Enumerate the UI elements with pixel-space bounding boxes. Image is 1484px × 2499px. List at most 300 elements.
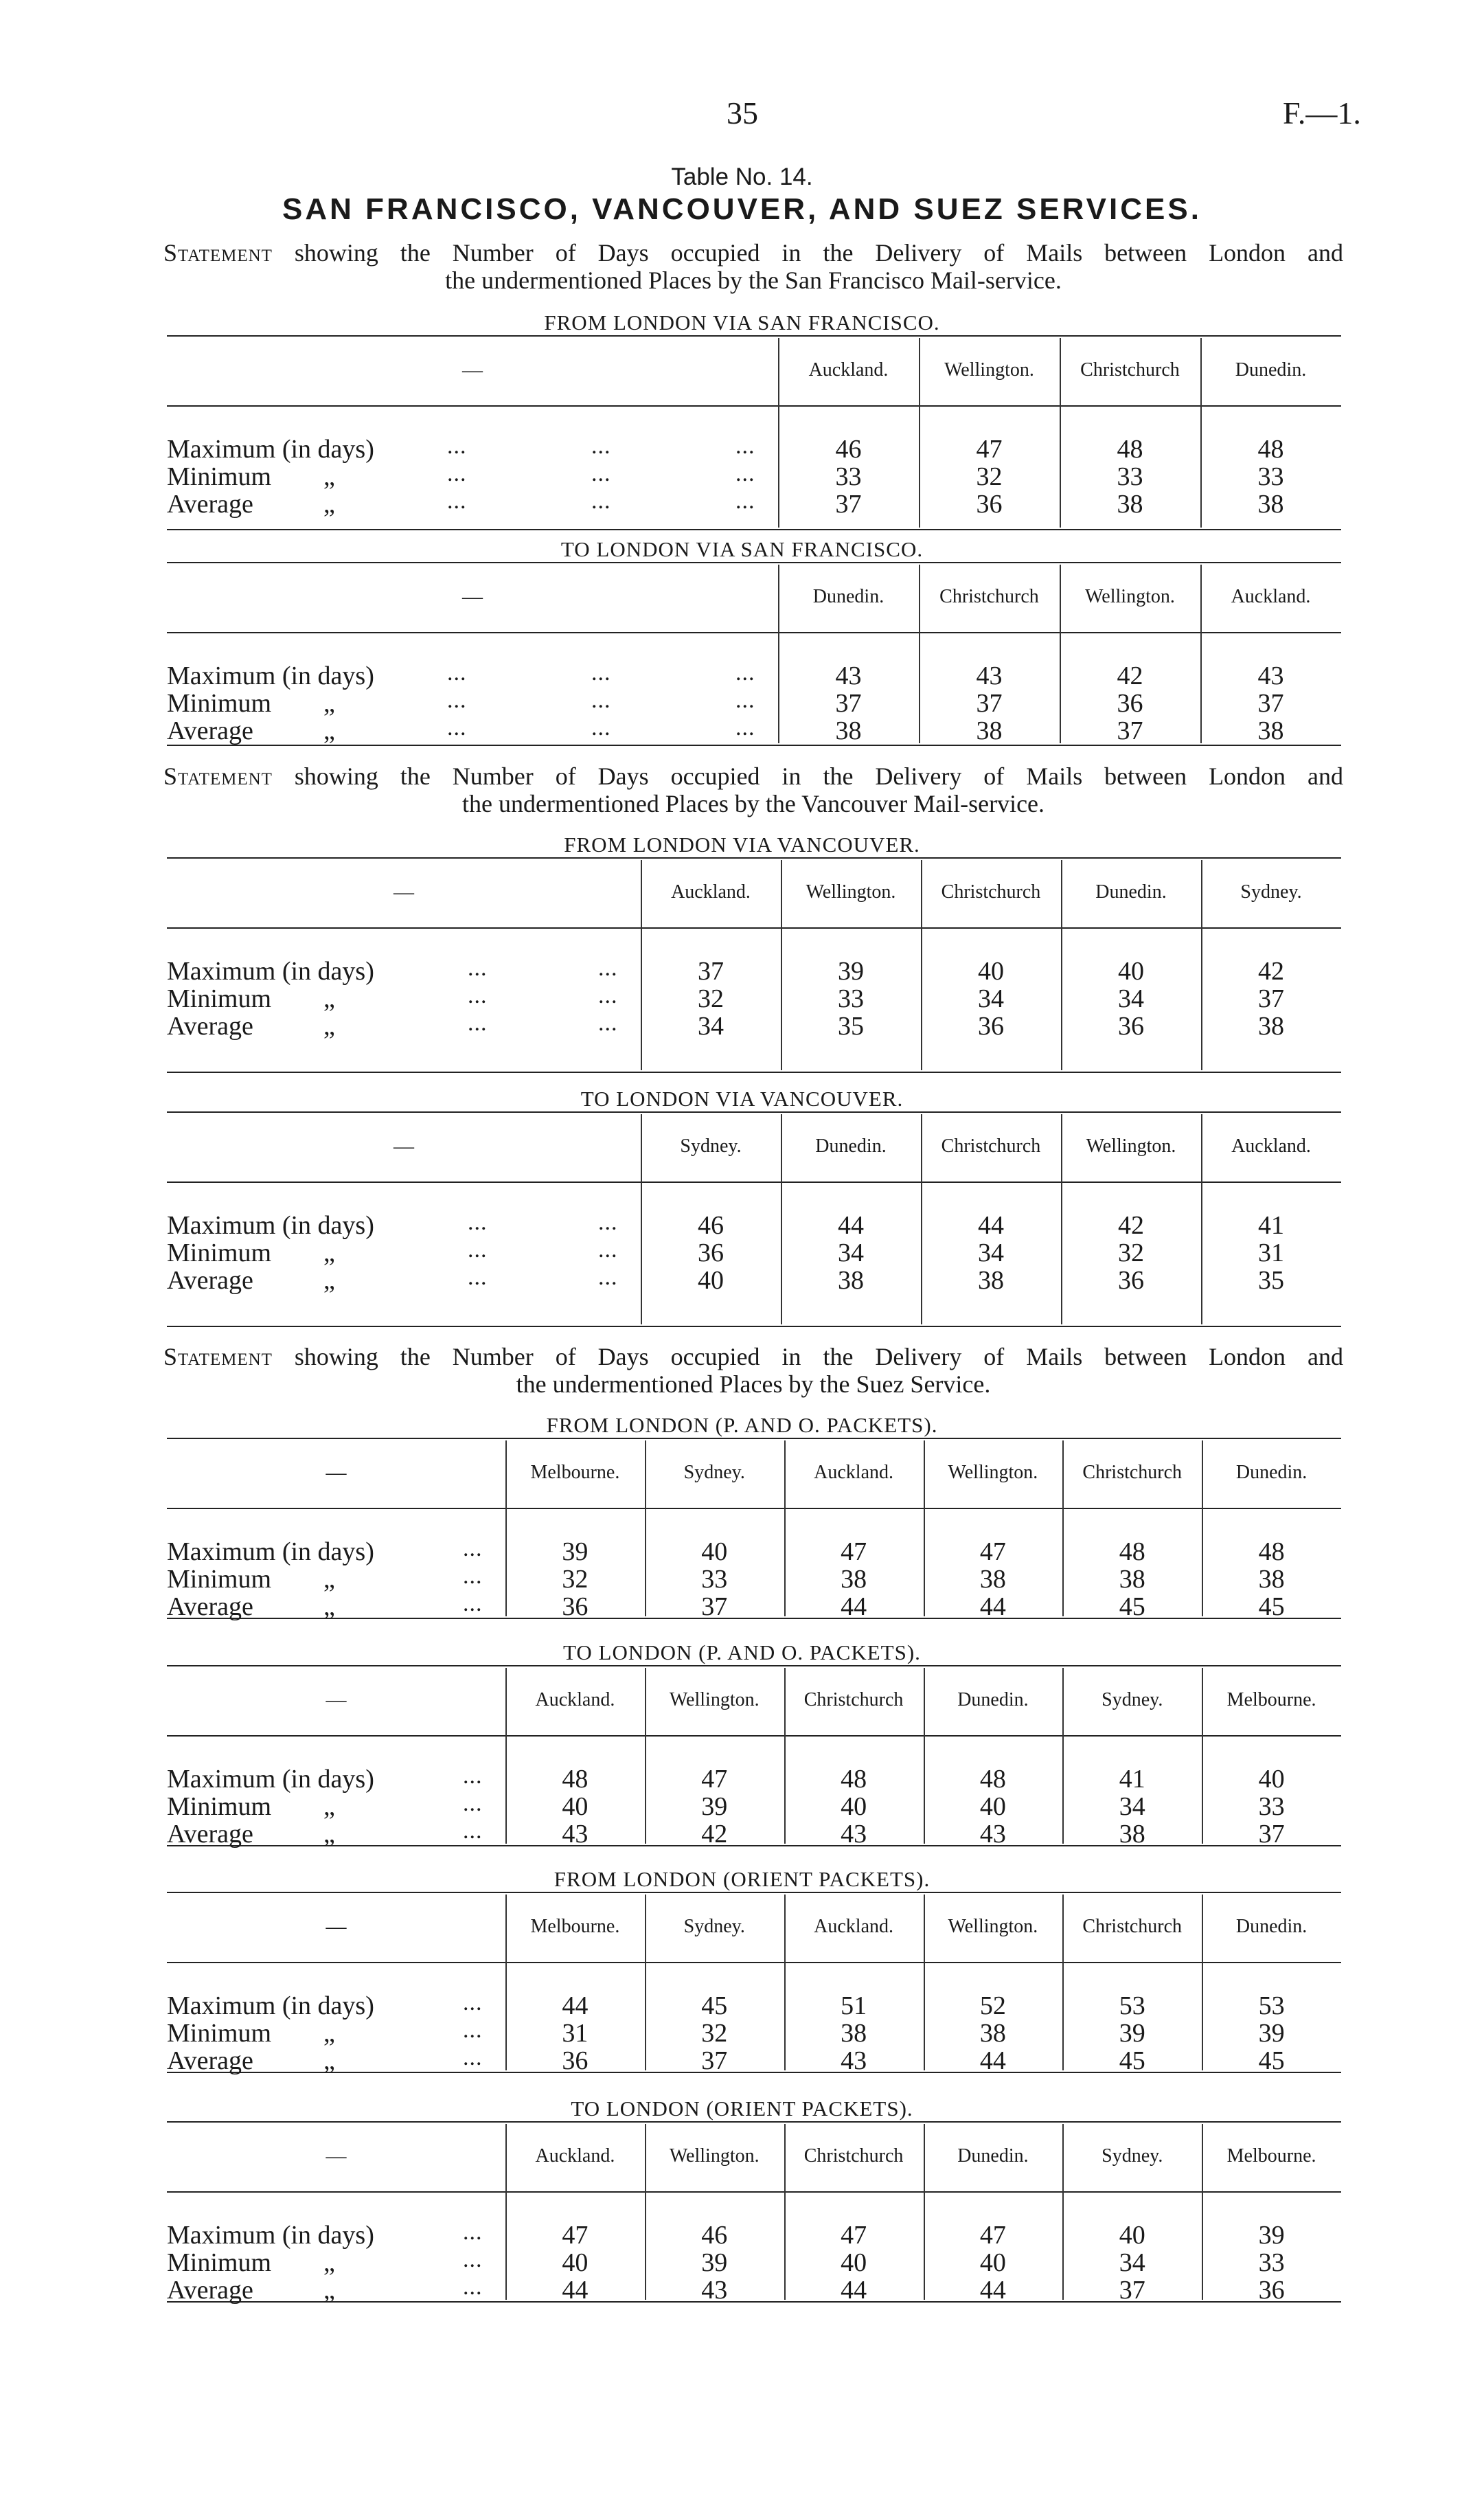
- leader-dots: ...: [463, 1563, 483, 1589]
- table-cell: 32: [976, 462, 1003, 491]
- table-cell: 34: [978, 1239, 1004, 1267]
- leader-dots: ...: [735, 433, 755, 459]
- table-cell: 48: [1257, 435, 1284, 464]
- table-cell: 48: [1258, 1537, 1285, 1566]
- row-label: Minimum: [167, 1565, 272, 1594]
- column-header: Wellington.: [944, 359, 1034, 381]
- table-cell: 32: [1118, 1239, 1144, 1267]
- leader-dots: ...: [598, 1265, 618, 1290]
- column-header: Auckland.: [808, 359, 889, 381]
- row-label: Minimum: [167, 984, 272, 1013]
- leader-dots: ...: [468, 956, 488, 981]
- table-cell: 44: [562, 2276, 589, 2305]
- statement-lead: Statement: [163, 239, 273, 267]
- table-cell: 37: [1257, 689, 1284, 718]
- ditto-mark: „: [323, 1012, 335, 1041]
- column-header: Christchurch: [1080, 359, 1180, 381]
- table-cell: 37: [1119, 2276, 1145, 2305]
- column-header: Wellington.: [1085, 586, 1175, 607]
- column-header: Wellington.: [806, 881, 896, 903]
- table-cell: 33: [1257, 462, 1284, 491]
- column-header: Dunedin.: [812, 586, 884, 607]
- statement-line-2: the undermentioned Places by the Suez Service.: [516, 1370, 991, 1398]
- table-cell: 43: [1257, 662, 1284, 690]
- table-cell: 42: [1258, 957, 1284, 986]
- table-cell: 38: [978, 1266, 1004, 1295]
- column-header: Christchurch: [1082, 1916, 1183, 1937]
- column-header: Melbourne.: [530, 1916, 620, 1937]
- stub-header-dash: —: [326, 1461, 347, 1484]
- leader-dots: ...: [598, 1237, 618, 1263]
- table-cell: 38: [1258, 1565, 1285, 1594]
- table-cell: 40: [841, 1792, 867, 1821]
- leader-dots: ...: [463, 1763, 483, 1789]
- table-cell: 44: [978, 1211, 1004, 1240]
- header-rule: [167, 1508, 1341, 1509]
- subtitle-from-london-via-vancouver: FROM LONDON VIA VANCOUVER.: [564, 833, 920, 857]
- table-cell: 32: [698, 984, 724, 1013]
- table-cell: 43: [979, 1820, 1006, 1848]
- ditto-mark: „: [323, 1239, 335, 1267]
- subtitle-from-london-orient: FROM LONDON (ORIENT PACKETS).: [553, 1867, 931, 1891]
- table-cell: 40: [562, 1792, 589, 1821]
- column-header: Melbourne.: [1226, 1689, 1316, 1710]
- leader-dots: ...: [447, 715, 467, 740]
- column-header: Christchurch: [941, 1135, 1041, 1157]
- table-from-london-orient: [167, 1892, 1341, 2075]
- table-from-london-p-and-o: [167, 1438, 1341, 1621]
- table-cell: 31: [1258, 1239, 1284, 1267]
- statement-suez: [163, 1343, 1343, 1398]
- table-cell: 40: [841, 2248, 867, 2277]
- table-cell: 40: [1118, 957, 1144, 986]
- stub-header-dash: —: [462, 359, 483, 381]
- table-cell: 41: [1258, 1211, 1284, 1240]
- table-cell: 48: [562, 1765, 589, 1794]
- column-header: Christchurch: [803, 1689, 904, 1710]
- leader-dots: ...: [735, 488, 755, 514]
- table-cell: 38: [835, 716, 862, 745]
- table-cell: 42: [1118, 1211, 1144, 1240]
- table-cell: 37: [1258, 1820, 1285, 1848]
- table-cell: 33: [835, 462, 862, 491]
- table-cell: 40: [979, 2248, 1006, 2277]
- row-label: Average: [167, 490, 253, 519]
- header-rule: [167, 927, 1341, 929]
- page-number: 35: [727, 95, 758, 131]
- table-cell: 47: [562, 2221, 589, 2250]
- leader-dots: ...: [735, 715, 755, 740]
- table-cell: 47: [841, 2221, 867, 2250]
- row-label: Average: [167, 2046, 253, 2075]
- stub-header-dash: —: [326, 2145, 347, 2167]
- header-rule: [167, 1181, 1341, 1183]
- table-cell: 32: [701, 2019, 728, 2048]
- column-header: Sydney.: [1101, 2145, 1163, 2167]
- stub-header-dash: —: [326, 1915, 347, 1938]
- table-cell: 34: [1119, 1792, 1145, 1821]
- stub-header-dash: —: [393, 1135, 414, 1157]
- header-rule: [167, 405, 1341, 407]
- row-label: Maximum (in days): [167, 662, 374, 690]
- leader-dots: ...: [463, 2274, 483, 2300]
- table-cell: 36: [1258, 2276, 1285, 2305]
- table-cell: 33: [838, 984, 864, 1013]
- table-cell: 39: [701, 2248, 728, 2277]
- table-cell: 37: [1117, 716, 1143, 745]
- header-rule: [167, 1962, 1341, 1963]
- leader-dots: ...: [447, 488, 467, 514]
- table-cell: 44: [841, 2276, 867, 2305]
- table-cell: 35: [838, 1012, 864, 1041]
- table-cell: 47: [841, 1537, 867, 1566]
- row-label: Maximum (in days): [167, 1991, 374, 2020]
- table-cell: 33: [1258, 2248, 1285, 2277]
- bottom-rule: [167, 1072, 1341, 1073]
- table-cell: 40: [979, 1792, 1006, 1821]
- table-cell: 47: [701, 1765, 728, 1794]
- ditto-mark: „: [323, 716, 335, 745]
- table-cell: 36: [1118, 1266, 1144, 1295]
- row-label: Minimum: [167, 1239, 272, 1267]
- leader-dots: ...: [447, 660, 467, 686]
- bottom-rule: [167, 1326, 1341, 1327]
- table-cell: 38: [1119, 1565, 1145, 1594]
- row-label: Average: [167, 1820, 253, 1848]
- leader-dots: ...: [735, 688, 755, 713]
- table-cell: 45: [1119, 1592, 1145, 1621]
- table-cell: 38: [838, 1266, 864, 1295]
- table-from-london-via-san-francisco: [167, 335, 1341, 529]
- table-cell: 32: [562, 1565, 589, 1594]
- column-header: Christchurch: [803, 2145, 904, 2167]
- leader-dots: ...: [463, 2045, 483, 2070]
- table-from-london-via-vancouver: [167, 857, 1341, 1072]
- column-header: Christchurch: [941, 881, 1041, 903]
- leader-dots: ...: [591, 488, 611, 514]
- column-header: Dunedin.: [815, 1135, 887, 1157]
- leader-dots: ...: [598, 1210, 618, 1235]
- table-cell: 43: [835, 662, 862, 690]
- table-cell: 38: [1119, 1820, 1145, 1848]
- leader-dots: ...: [468, 1265, 488, 1290]
- ditto-mark: „: [323, 1820, 335, 1848]
- column-header: Auckland.: [535, 1689, 615, 1710]
- header-rule: [167, 1735, 1341, 1737]
- table-cell: 34: [698, 1012, 724, 1041]
- table-cell: 45: [1119, 2046, 1145, 2075]
- table-cell: 40: [701, 1537, 728, 1566]
- table-cell: 44: [562, 1991, 589, 2020]
- table-cell: 37: [835, 689, 862, 718]
- table-cell: 37: [1258, 984, 1284, 1013]
- column-header: Auckland.: [671, 881, 751, 903]
- table-cell: 38: [976, 716, 1003, 745]
- table-cell: 53: [1258, 1991, 1285, 2020]
- column-header: Sydney.: [1240, 881, 1302, 903]
- column-header: Christchurch: [939, 586, 1039, 607]
- ditto-mark: „: [323, 689, 335, 718]
- column-header: Auckland.: [535, 2145, 615, 2167]
- column-header: Dunedin.: [1235, 1916, 1308, 1937]
- table-cell: 38: [841, 2019, 867, 2048]
- statement-vancouver: [163, 762, 1343, 817]
- table-cell: 34: [978, 984, 1004, 1013]
- subtitle-from-london-via-san-francisco: FROM LONDON VIA SAN FRANCISCO.: [544, 310, 940, 335]
- leader-dots: ...: [468, 1210, 488, 1235]
- table-cell: 37: [698, 957, 724, 986]
- table-cell: 40: [1258, 1765, 1285, 1794]
- row-label: Maximum (in days): [167, 1765, 374, 1794]
- ditto-mark: „: [323, 462, 335, 491]
- table-cell: 35: [1258, 1266, 1284, 1295]
- leader-dots: ...: [463, 2219, 483, 2245]
- table-cell: 34: [838, 1239, 864, 1267]
- leader-dots: ...: [591, 715, 611, 740]
- column-header: Wellington.: [669, 2145, 760, 2167]
- ditto-mark: „: [323, 2276, 335, 2305]
- ditto-mark: „: [323, 1266, 335, 1295]
- column-header: Dunedin.: [1235, 359, 1307, 381]
- statement-line-1: showing the Number of Days occupied in the Delivery of Mails between London and: [294, 1343, 1343, 1370]
- table-cell: 43: [976, 662, 1003, 690]
- leader-dots: ...: [463, 1591, 483, 1616]
- column-header: Wellington.: [1086, 1135, 1176, 1157]
- row-label: Minimum: [167, 689, 272, 718]
- row-label: Minimum: [167, 2248, 272, 2277]
- table-cell: 37: [835, 490, 862, 519]
- table-cell: 45: [1258, 1592, 1285, 1621]
- leader-dots: ...: [598, 983, 618, 1008]
- row-label: Maximum (in days): [167, 435, 374, 464]
- table-to-london-via-san-francisco: [167, 562, 1341, 745]
- table-cell: 39: [701, 1792, 728, 1821]
- table-cell: 37: [701, 1592, 728, 1621]
- column-header: Christchurch: [1082, 1462, 1183, 1483]
- statement-line-2: the undermentioned Places by the Vancouver Mail-service.: [461, 790, 1045, 817]
- table-cell: 48: [1117, 435, 1143, 464]
- table-cell: 38: [1257, 490, 1284, 519]
- table-cell: 33: [1258, 1792, 1285, 1821]
- table-cell: 43: [841, 2046, 867, 2075]
- column-header: Wellington.: [669, 1689, 760, 1710]
- leader-dots: ...: [598, 1010, 618, 1036]
- subtitle-to-london-via-san-francisco: TO LONDON VIA SAN FRANCISCO.: [560, 537, 924, 561]
- table-cell: 38: [979, 1565, 1006, 1594]
- column-header: Melbourne.: [530, 1462, 620, 1483]
- leader-dots: ...: [468, 1010, 488, 1036]
- table-cell: 36: [978, 1012, 1004, 1041]
- statement-lead: Statement: [163, 762, 273, 790]
- row-label: Minimum: [167, 462, 272, 491]
- table-number: Table No. 14.: [671, 163, 813, 190]
- statement-lead: Statement: [163, 1343, 273, 1370]
- leader-dots: ...: [447, 433, 467, 459]
- column-header: Sydney.: [683, 1916, 745, 1937]
- leader-dots: ...: [463, 1990, 483, 2015]
- table-cell: 44: [979, 2276, 1006, 2305]
- row-label: Maximum (in days): [167, 2221, 374, 2250]
- table-cell: 40: [1119, 2221, 1145, 2250]
- leader-dots: ...: [735, 461, 755, 486]
- table-cell: 46: [698, 1211, 724, 1240]
- leader-dots: ...: [591, 688, 611, 713]
- table-to-london-via-vancouver: [167, 1111, 1341, 1326]
- column-header: Wellington.: [948, 1916, 1038, 1937]
- column-header: Sydney.: [1101, 1689, 1163, 1710]
- row-label: Average: [167, 1012, 253, 1041]
- leader-dots: ...: [463, 1536, 483, 1561]
- ditto-mark: „: [323, 1592, 335, 1621]
- table-cell: 47: [979, 2221, 1006, 2250]
- table-cell: 44: [841, 1592, 867, 1621]
- table-cell: 34: [1119, 2248, 1145, 2277]
- stub-header-dash: —: [393, 881, 414, 903]
- bottom-rule: [167, 529, 1341, 530]
- column-header: Wellington.: [948, 1462, 1038, 1483]
- statement-line-2: the undermentioned Places by the San Francisco Mail-service.: [445, 267, 1062, 294]
- row-label: Maximum (in days): [167, 1211, 374, 1240]
- row-label: Maximum (in days): [167, 957, 374, 986]
- table-cell: 44: [979, 2046, 1006, 2075]
- table-cell: 37: [701, 2046, 728, 2075]
- table-cell: 41: [1119, 1765, 1145, 1794]
- table-cell: 38: [1258, 1012, 1284, 1041]
- table-cell: 46: [701, 2221, 728, 2250]
- row-label: Average: [167, 1592, 253, 1621]
- table-cell: 38: [1257, 716, 1284, 745]
- ditto-mark: „: [323, 490, 335, 519]
- table-cell: 48: [841, 1765, 867, 1794]
- table-cell: 36: [976, 490, 1003, 519]
- ditto-mark: „: [323, 984, 335, 1013]
- leader-dots: ...: [463, 2017, 483, 2043]
- statement-line-1: showing the Number of Days occupied in the Delivery of Mails between London and: [294, 239, 1343, 267]
- table-cell: 38: [979, 2019, 1006, 2048]
- leader-dots: ...: [447, 688, 467, 713]
- row-label: Maximum (in days): [167, 1537, 374, 1566]
- column-header: Sydney.: [683, 1462, 745, 1483]
- table-cell: 34: [1118, 984, 1144, 1013]
- row-label: Minimum: [167, 2019, 272, 2048]
- column-header: Dunedin.: [957, 2145, 1029, 2167]
- statement-san-francisco: [163, 239, 1343, 294]
- ditto-mark: „: [323, 2248, 335, 2277]
- column-header: Dunedin.: [1235, 1462, 1308, 1483]
- leader-dots: ...: [468, 1237, 488, 1263]
- table-cell: 39: [1258, 2221, 1285, 2250]
- table-cell: 51: [841, 1991, 867, 2020]
- ditto-mark: „: [323, 1792, 335, 1821]
- ditto-mark: „: [323, 2019, 335, 2048]
- table-cell: 42: [701, 1820, 728, 1848]
- table-cell: 33: [1117, 462, 1143, 491]
- table-cell: 45: [701, 1991, 728, 2020]
- column-header: Auckland.: [1231, 1135, 1311, 1157]
- page-title: SAN FRANCISCO, VANCOUVER, AND SUEZ SERVICES.: [282, 192, 1202, 226]
- subtitle-to-london-via-vancouver: TO LONDON VIA VANCOUVER.: [580, 1087, 904, 1111]
- stub-header-dash: —: [462, 585, 483, 608]
- leader-dots: ...: [463, 2247, 483, 2272]
- table-cell: 36: [1117, 689, 1143, 718]
- leader-dots: ...: [598, 956, 618, 981]
- table-to-london-p-and-o: [167, 1665, 1341, 1848]
- subtitle-to-london-orient: TO LONDON (ORIENT PACKETS).: [571, 2096, 913, 2121]
- table-cell: 38: [841, 1565, 867, 1594]
- table-cell: 39: [1119, 2019, 1145, 2048]
- header-rule: [167, 632, 1341, 633]
- table-cell: 46: [835, 435, 862, 464]
- bottom-rule: [167, 745, 1341, 746]
- column-header: Dunedin.: [957, 1689, 1029, 1710]
- leader-dots: ...: [447, 461, 467, 486]
- table-cell: 39: [838, 957, 864, 986]
- leader-dots: ...: [468, 983, 488, 1008]
- table-cell: 52: [979, 1991, 1006, 2020]
- table-cell: 36: [1118, 1012, 1144, 1041]
- table-to-london-orient: [167, 2121, 1341, 2305]
- table-cell: 40: [698, 1266, 724, 1295]
- row-label: Minimum: [167, 1792, 272, 1821]
- subtitle-from-london-p-and-o: FROM LONDON (P. AND O. PACKETS).: [546, 1413, 938, 1437]
- table-cell: 40: [562, 2248, 589, 2277]
- table-cell: 36: [562, 2046, 589, 2075]
- leader-dots: ...: [463, 1791, 483, 1816]
- table-cell: 45: [1258, 2046, 1285, 2075]
- table-cell: 47: [976, 435, 1003, 464]
- table-cell: 43: [841, 1820, 867, 1848]
- table-cell: 43: [562, 1820, 589, 1848]
- table-cell: 48: [1119, 1537, 1145, 1566]
- column-header: Melbourne.: [1226, 2145, 1316, 2167]
- leader-dots: ...: [735, 660, 755, 686]
- page-reference: F.—1.: [1283, 95, 1361, 131]
- header-rule: [167, 2191, 1341, 2193]
- ditto-mark: „: [323, 1565, 335, 1594]
- table-cell: 31: [562, 2019, 589, 2048]
- subtitle-to-london-p-and-o: TO LONDON (P. AND O. PACKETS).: [563, 1640, 921, 1664]
- table-cell: 44: [838, 1211, 864, 1240]
- leader-dots: ...: [591, 461, 611, 486]
- row-label: Average: [167, 2276, 253, 2305]
- table-cell: 39: [562, 1537, 589, 1566]
- row-label: Average: [167, 716, 253, 745]
- column-header: Auckland.: [814, 1916, 893, 1937]
- table-cell: 42: [1117, 662, 1143, 690]
- stub-header-dash: —: [326, 1688, 347, 1711]
- table-cell: 36: [562, 1592, 589, 1621]
- statement-line-1: showing the Number of Days occupied in the Delivery of Mails between London and: [294, 762, 1343, 790]
- table-cell: 40: [978, 957, 1004, 986]
- table-cell: 47: [979, 1537, 1006, 1566]
- column-header: Sydney.: [680, 1135, 742, 1157]
- column-header: Auckland.: [814, 1462, 893, 1483]
- table-cell: 36: [698, 1239, 724, 1267]
- column-header: Auckland.: [1231, 586, 1311, 607]
- leader-dots: ...: [463, 1818, 483, 1844]
- table-cell: 33: [701, 1565, 728, 1594]
- table-cell: 44: [979, 1592, 1006, 1621]
- column-header: Dunedin.: [1095, 881, 1167, 903]
- row-label: Average: [167, 1266, 253, 1295]
- table-cell: 48: [979, 1765, 1006, 1794]
- table-cell: 53: [1119, 1991, 1145, 2020]
- table-cell: 38: [1117, 490, 1143, 519]
- leader-dots: ...: [591, 660, 611, 686]
- table-cell: 37: [976, 689, 1003, 718]
- ditto-mark: „: [323, 2046, 335, 2075]
- table-cell: 39: [1258, 2019, 1285, 2048]
